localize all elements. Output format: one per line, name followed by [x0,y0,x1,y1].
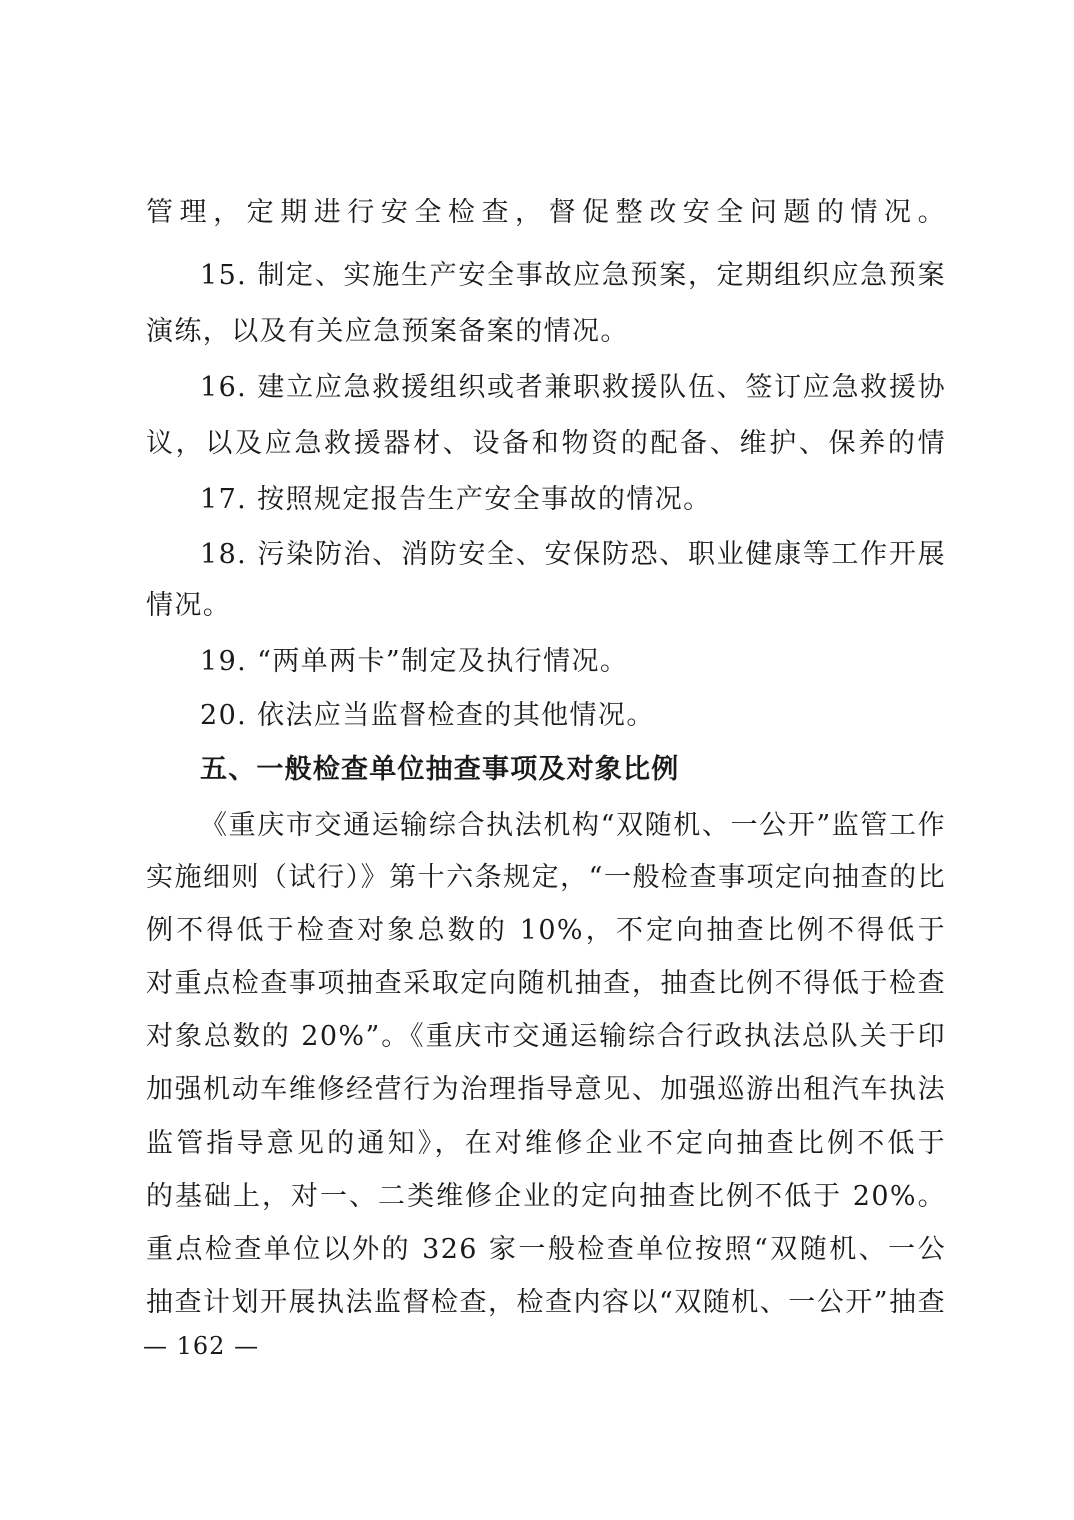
list-item-17: 17. 按照规定报告生产安全事故的情况。 [200,484,712,515]
paragraph-line: 加强机动车维修经营行为治理指导意见、加强巡游出租汽车执法 [146,1074,946,1105]
text-line: 议，以及应急救援器材、设备和物资的配备、维护、保养的情 [146,428,946,459]
paragraph-line: 监管指导意见的通知》，在对维修企业不定向抽查比例不低于 [146,1128,946,1159]
list-item-18: 18. 污染防治、消防安全、安保防恐、职业健康等工作开展 [200,539,946,570]
paragraph-line: 抽查计划开展执法监督检查，检查内容以“双随机、一公开”抽查 [146,1287,946,1318]
text-line: 演练，以及有关应急预案备案的情况。 [146,316,629,347]
section-heading: 五、一般检查单位抽查事项及对象比例 [200,754,680,785]
list-item-19: 19. “两单两卡”制定及执行情况。 [200,646,629,677]
paragraph-line: 的基础上，对一、二类维修企业的定向抽查比例不低于 20%。 [146,1181,946,1212]
text-line: 管理，定期进行安全检查，督促整改安全问题的情况。 [146,197,946,228]
paragraph-line: 《重庆市交通运输综合执法机构“双随机、一公开”监管工作 [200,810,946,841]
list-item-16: 16. 建立应急救援组织或者兼职救援队伍、签订应急救援协 [200,372,946,403]
text-line: 情况。 [146,590,232,621]
paragraph-line: 对象总数的 20%”。《重庆市交通运输综合行政执法总队关于印 [146,1021,946,1052]
list-item-20: 20. 依法应当监督检查的其他情况。 [200,700,655,731]
page-number: — 162 — [143,1332,260,1360]
paragraph-line: 实施细则（试行）》第十六条规定，“一般检查事项定向抽查的比 [146,862,946,893]
paragraph-line: 对重点检查事项抽查采取定向随机抽查，抽查比例不得低于检查 [146,968,946,999]
paragraph-line: 例不得低于检查对象总数的 10%，不定向抽查比例不得低于 [146,915,946,946]
list-item-15: 15. 制定、实施生产安全事故应急预案，定期组织应急预案 [200,260,946,291]
paragraph-line: 重点检查单位以外的 326 家一般检查单位按照“双随机、一公 [146,1234,946,1265]
